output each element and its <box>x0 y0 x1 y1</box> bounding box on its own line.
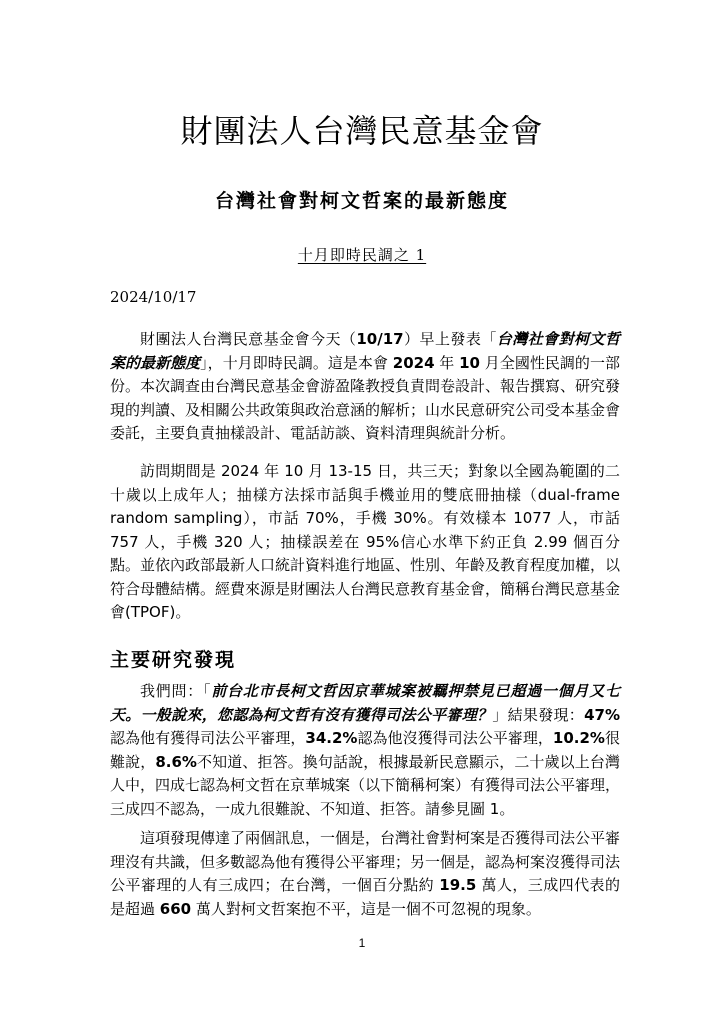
p4-text-c: 萬人對柯文哲案抱不平，這是一個不可忽視的現象。 <box>191 899 541 918</box>
findings-heading: 主要研究發現 <box>110 649 237 671</box>
p3-text-f: 不知道、拒答。換句話說，根據最新民意顯示，二十歲以上台灣人中，四成七認為柯文哲在京華城案（以下簡稱柯案）有獲得司法公平審理，三成四不認為，一成九很難說、不知道、拒答。請參見圖 1。 <box>110 752 621 818</box>
p3-text-b: 」結果發現： <box>492 705 585 724</box>
poll-label <box>0 244 724 265</box>
p1-text-a: 財團法人台灣民意基金會今天（ <box>140 330 357 348</box>
poll-label-text: 十月即時民調之 1 <box>297 246 427 264</box>
p1-text-e: 月全國性民調的一部份。本次調查由台灣民意基金會游盈隆教授負責問卷設計、報告撰寫、研究發現的判讀、及相關公共政策與政治意涵的解析；山水民意研究公司受本基金會委託，主要負責抽樣設計、電話訪談、資料清理與統計分析。 <box>110 353 621 442</box>
p1-text-d: 年 <box>434 353 460 372</box>
p1-date: 10/17 <box>356 330 404 348</box>
findings-paragraph-1 <box>110 680 620 821</box>
p3-value-1: 47% <box>584 705 620 724</box>
p3-value-2: 34.2% <box>305 729 358 747</box>
p4-text-b: 萬人，三成四代表的是超過 <box>110 876 620 918</box>
p3-text-c: 認為他有獲得司法公平審理， <box>110 729 306 747</box>
p1-text-b: ）早上發表「 <box>403 330 497 348</box>
intro-paragraph-2: 訪問期間是 2024 年 10 月 13-15 日，共三天；對象以全國為範圍的二十歲以上成年人；抽樣方法採市話與手機並用的雙底冊抽樣（dual-frame random sampling），市話 70%，手機 30%。有效樣本 1077 人，市話 757 人，手機 320 人；抽樣誤差在 95%信心水準下約正負 2.99 個百分點。並依內政部最新人口統計資料進行地區、性別、年齡及教育程度加權，以符合母體結構。經費來源是財團法人台灣民意教育基金會，簡稱台灣民意基金會(TPOF)。 <box>110 462 621 621</box>
p3-text-e: 很難說， <box>110 729 620 771</box>
report-subtitle: 台灣社會對柯文哲案的最新態度 <box>214 190 509 212</box>
p4-text-a: 這項發現傳達了兩個訊息，一個是，台灣社會對柯案是否獲得司法公平審理沒有共識，但多數認為他有獲得公平審理；另一個是，認為柯案沒獲得司法公平審理的人有三成四；在台灣，一個百分點約 <box>110 829 621 894</box>
p1-month: 10 <box>459 353 480 372</box>
page-number: 1 <box>358 936 366 950</box>
p4-value-2: 660 <box>159 899 192 918</box>
p1-year: 2024 <box>392 353 435 372</box>
p3-value-3: 10.2% <box>552 729 605 747</box>
p3-text-d: 認為他沒獲得司法公平審理， <box>357 729 553 747</box>
p1-text-c: 」，十月即時民調。這是本會 <box>200 353 393 372</box>
findings-paragraph-2 <box>110 827 620 921</box>
publish-date: 2024/10/17 <box>110 288 197 306</box>
p3-value-4: 8.6% <box>155 752 197 771</box>
p4-value-1: 19.5 <box>439 876 477 894</box>
p1-report-title: 台灣社會對柯文哲案的最新態度 <box>110 330 620 372</box>
intro-paragraph-1 <box>110 328 620 446</box>
p3-question: 前台北市長柯文哲因京華城案被羈押禁見已超過一個月又七天。一般說來，您認為柯文哲有沒有獲得司法公平審理？ <box>110 682 620 724</box>
p3-text-a: 我們問：「 <box>140 682 212 700</box>
organization-title: 財團法人台灣民意基金會 <box>180 112 544 150</box>
